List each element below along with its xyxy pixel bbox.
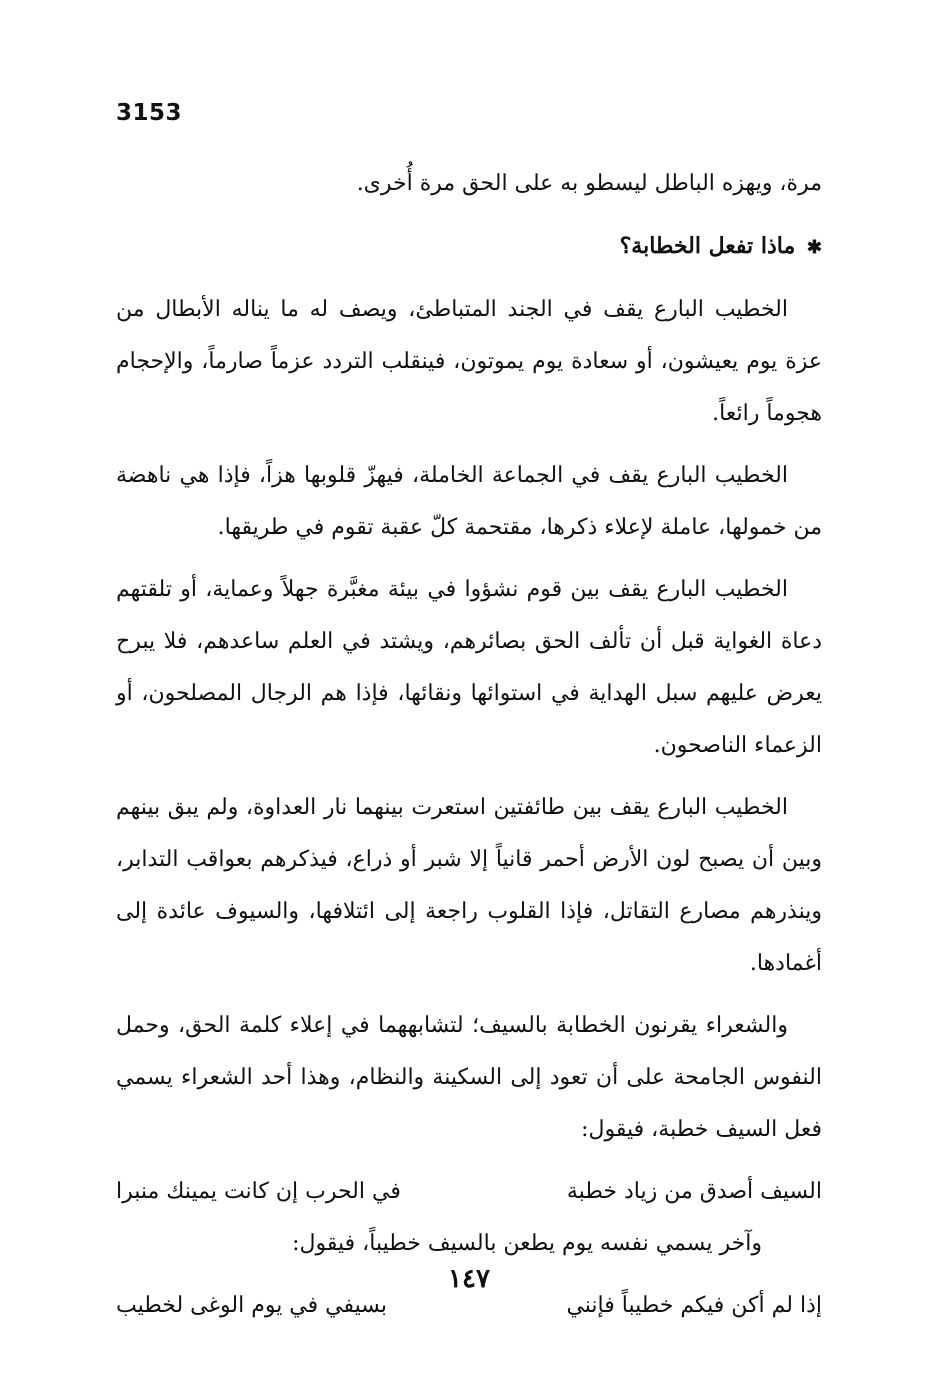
verse-first-hemistich: إذا لم أكن فيكم خطيباً فإنني — [566, 1293, 822, 1318]
file-number: 3153 — [116, 100, 183, 126]
page-number: ١٤٧ — [448, 1264, 490, 1294]
verse-second-hemistich: في الحرب إن كانت يمينك منبرا — [116, 1179, 401, 1204]
poem-verse — [116, 1166, 822, 1218]
paragraph: الخطيب البارع يقف في الجماعة الخاملة، فيهزّ قلوبها هزاً، فإذا هي ناهضة من خمولها، عاملة لإعلاء ذكرها، مقتحمة كلّ عقبة تقوم في طريقها. — [116, 463, 822, 540]
section-heading — [116, 220, 822, 274]
asterisk-icon: ✱ — [806, 237, 822, 258]
paragraph: الخطيب البارع يقف في الجند المتباطئ، ويصف له ما يناله الأبطال من عزة يوم يعيشون، أو سعادة يوم يموتون، فينقلب التردد عزماً صارماً، والإحجام هجوماً رائعاً. — [116, 297, 822, 426]
paragraph: الخطيب البارع يقف بين طائفتين استعرت بينهما نار العداوة، ولم يبق بينهم وبين أن يصبح لون الأرض أحمر قانياً إلا شبر أو ذراع، فيذكرهم بعواقب التدابر، وينذرهم مصارع التقاتل، فإذا القلوب راجعة إلى ائتلافها، والسيوف عائدة إلى أغمادها. — [116, 795, 822, 976]
section-heading-text: ماذا تفعل الخطابة؟ — [619, 233, 796, 259]
verse-introduction: وآخر يسمي نفسه يوم يطعن بالسيف خطيباً، فيقول: — [292, 1231, 762, 1256]
verse-first-hemistich: السيف أصدق من زياد خطبة — [566, 1179, 822, 1204]
verse-second-hemistich: بسيفي في يوم الوغى لخطيب — [116, 1293, 388, 1318]
paragraph: الخطيب البارع يقف بين قوم نشؤوا في بيئة مغبَّرة جهلاً وعماية، أو تلقتهم دعاة الغواية قبل أن تألف الحق بصائرهم، ويشتد في العلم ساعدهم، فلا يبرح يعرض عليهم سبل الهداية في استوائها ونقائها، فإذا هم الرجال المصلحون، أو الزعماء الناصحون. — [116, 577, 822, 758]
paragraph: والشعراء يقرنون الخطابة بالسيف؛ لتشابههما في إعلاء كلمة الحق، وحمل النفوس الجامحة على أن تعود إلى السكينة والنظام، وهذا أحد الشعراء يسمي فعل السيف خطبة، فيقول: — [116, 1013, 822, 1142]
continuation-line: مرة، ويهزه الباطل ليسطو به على الحق مرة أُخرى. — [356, 171, 822, 196]
page-body — [116, 158, 822, 1332]
